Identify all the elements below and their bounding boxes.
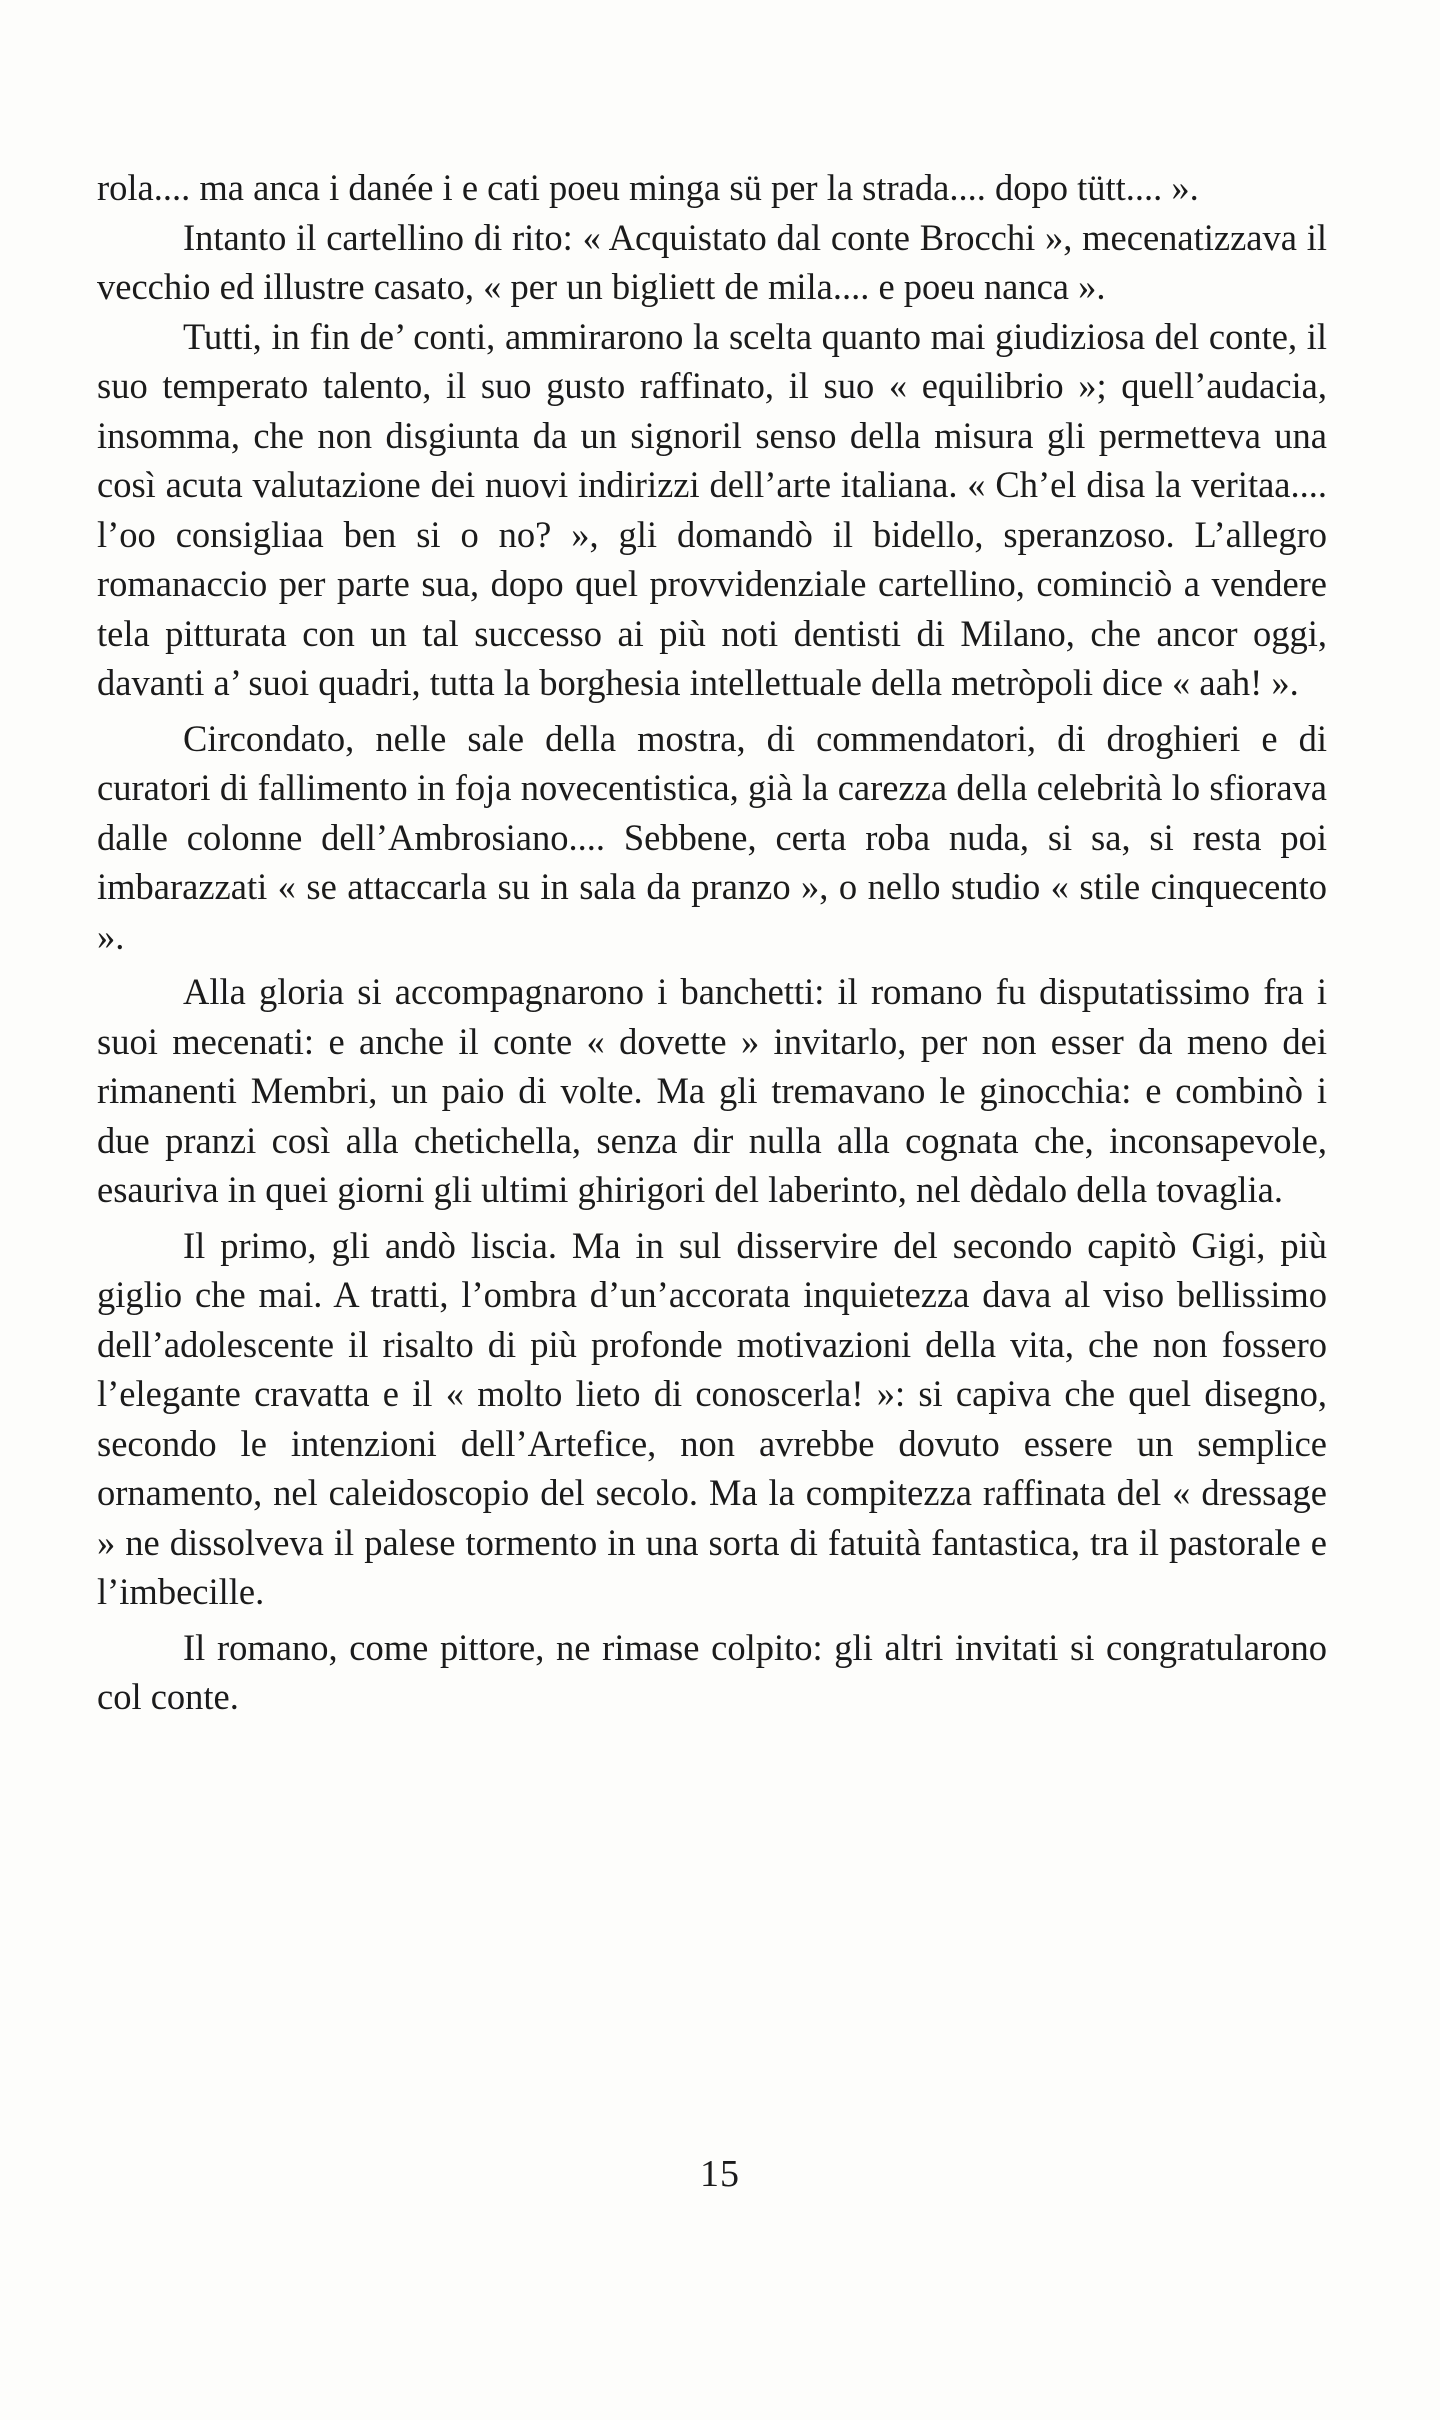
body-text (97, 163, 1327, 1722)
paragraph-banchetti: Alla gloria si accompagnarono i banchetti: il romano fu disputatissimo fra i suoi mecenati: e anche il conte « dovette » invitarlo, per non esser da meno dei rimanenti Membri, un paio di volte. Ma gli tremavano le ginocchia: e combinò i due pranzi così alla chetichella, senza dir nulla alla cognata che, inconsapevole, esauriva in quei giorni gli ultimi ghirigori del laberinto, nel dèdalo della tovaglia. (97, 971, 1327, 1210)
paragraph-romano-colpito: Il romano, come pittore, ne rimase colpito: gli altri invitati si congratularono col conte. (97, 1626, 1327, 1717)
page-number: 15 (700, 2153, 740, 2195)
paragraph-cartellino: Intanto il cartellino di rito: « Acquistato dal conte Brocchi », mecenatizzava il vecchio ed illustre casato, « per un bigliett de mila.... e poeu nanca ». (97, 216, 1327, 307)
paragraph-gigi: Il primo, gli andò liscia. Ma in sul disservire del secondo capitò Gigi, più giglio che mai. A tratti, l’ombra d’un’accorata inquietezza dava al viso bellissimo dell’adolescente il risalto di più profonde motivazioni della vita, che non fossero l’elegante cravatta e il « molto lieto di conoscerla! »: si capiva che quel disegno, secondo le intenzioni dell’Artefice, non avrebbe dovuto essere un semplice ornamento, nel caleidoscopio del secolo. Ma la compitezza raffinata del « dressage » ne dissolveva il palese tormento in una sorta di fatuità fantastica, tra il pastorale e l’imbecille. (97, 1224, 1327, 1612)
paragraph-ammirarono: Tutti, in fin de’ conti, ammirarono la scelta quanto mai giudiziosa del conte, il suo temperato talento, il suo gusto raffinato, il suo « equilibrio »; quell’audacia, insomma, che non disgiunta da un signoril senso della misura gli permetteva una così acuta valutazione dei nuovi indirizzi dell’arte italiana. « Ch’el disa la veritaa.... l’oo consigliaa ben si o no? », gli domandò il bidello, speranzoso. L’allegro romanaccio per parte sua, dopo quel provvidenziale cartellino, cominciò a vendere tela pitturata con un tal successo ai più noti dentisti di Milano, che ancor oggi, davanti a’ suoi quadri, tutta la borghesia intellettuale della metròpoli dice « aah! ». (97, 315, 1327, 703)
paragraph-circondato: Circondato, nelle sale della mostra, di commendatori, di droghieri e di curatori di fallimento in foja novecentistica, già la carezza della celebrità lo sfiorava dalle colonne dell’Ambrosiano.... Sebbene, certa roba nuda, si sa, si resta poi imbarazzati « se attaccarla su in sala da pranzo », o nello studio « stile cinquecento ». (97, 717, 1327, 957)
paragraph-continuation: rola.... ma anca i danée i e cati poeu minga sü per la strada.... dopo tütt.... ». (97, 167, 1199, 208)
